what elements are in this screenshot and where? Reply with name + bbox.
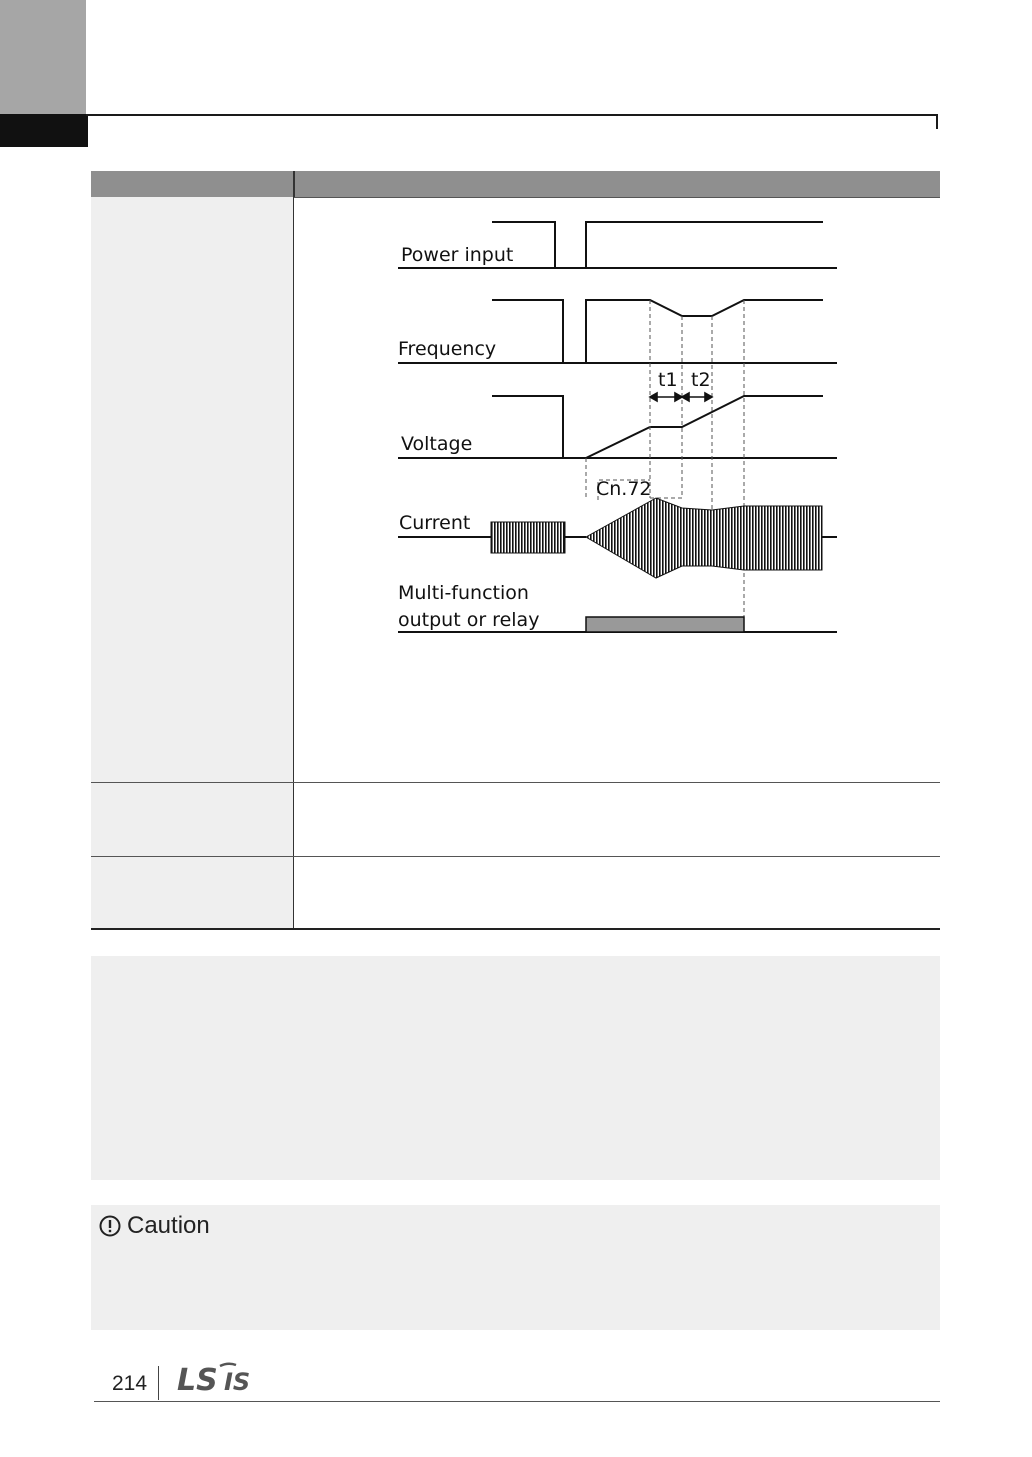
label-output-or-relay: output or relay: [398, 609, 540, 631]
label-current: Current: [399, 512, 471, 534]
caution-circle-exclamation-icon: [99, 1215, 121, 1237]
label-t1: t1: [658, 369, 678, 391]
table-row-2-label-cell: [91, 783, 293, 856]
svg-text:IS: IS: [224, 1368, 251, 1394]
svg-text:LS: LS: [177, 1363, 218, 1394]
label-t2: t2: [691, 369, 711, 391]
table-row-1-label-cell: [91, 197, 293, 782]
label-power-input: Power input: [401, 244, 514, 266]
label-multi-function: Multi-function: [398, 582, 529, 604]
caution-heading: [99, 1212, 210, 1240]
footer-separator: [158, 1366, 159, 1400]
table-bottom-rule: [91, 928, 940, 930]
note-panel: [91, 956, 940, 1180]
table-header-divider: [293, 171, 295, 197]
table-column-divider: [293, 197, 294, 928]
label-voltage: Voltage: [401, 433, 473, 455]
label-cn72: Cn.72: [596, 478, 652, 500]
timing-diagram: [380, 200, 850, 650]
table-row-3-label-cell: [91, 857, 293, 928]
header-rule: [86, 114, 938, 116]
caution-title: Caution: [127, 1212, 210, 1239]
page-number: 214: [112, 1372, 148, 1395]
label-frequency: Frequency: [398, 338, 497, 360]
caution-panel: [91, 1205, 940, 1330]
header-rule-tick: [936, 114, 938, 129]
chapter-tab: [0, 0, 86, 114]
chapter-tab-black: [0, 114, 88, 147]
footer-rule: [94, 1401, 940, 1402]
table-header: [91, 171, 940, 198]
ls-is-logo: [176, 1360, 260, 1394]
